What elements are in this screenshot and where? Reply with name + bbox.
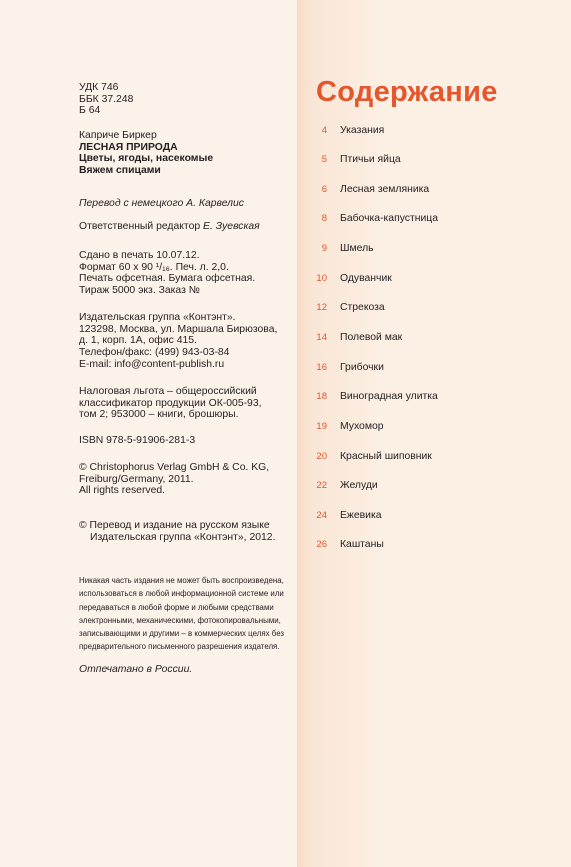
toc-entry-label: Полевой мак [340, 332, 403, 343]
printed-in-text: Отпечатано в России. [79, 664, 193, 675]
isbn [79, 435, 195, 447]
toc-entry-label: Мухомор [340, 421, 384, 432]
toc-page-number: 26 [316, 539, 327, 550]
toc-entry-label: Птичьи яйца [340, 154, 401, 165]
translator-name: А. Карвелис [186, 198, 244, 209]
classification-codes [79, 82, 294, 117]
rights-line: записывающими и другими – в коммерческих целях без [79, 629, 285, 639]
editor-prefix: Ответственный редактор [79, 221, 201, 232]
toc-page-number: 8 [321, 213, 327, 224]
publisher-line: Телефон/факс: (499) 943-03-84 [79, 347, 230, 359]
author-code: Б 64 [79, 105, 101, 117]
publisher-details [79, 312, 277, 371]
copyright-line: All rights reserved. [79, 485, 166, 497]
toc-title: Содержание [316, 76, 498, 108]
toc-page-number: 4 [321, 125, 327, 136]
tax-line: классификатор продукции ОК-005-93, [79, 397, 262, 409]
copyright-line: Freiburg/Germany, 2011. [79, 473, 194, 485]
rights-line: Никакая часть издания не может быть воспроизведена, [79, 576, 284, 585]
toc-page-number: 12 [316, 302, 327, 313]
toc-entry-label: Красный шиповник [340, 451, 432, 462]
translation-copyright-line: Издательская группа «Контэнт», 2012. [90, 531, 276, 543]
copyright-block [79, 462, 269, 497]
toc-entry-label: Лесная земляника [340, 184, 430, 195]
book-subtitle: Цветы, ягоды, насекомые [79, 153, 214, 165]
print-line: Сдано в печать 10.07.12. [79, 250, 200, 261]
print-line: Тираж 5000 экз. Заказ № [79, 285, 200, 297]
isbn-text: ISBN 978-5-91906-281-3 [79, 435, 196, 446]
toc-entry-label: Стрекоза [340, 302, 385, 313]
tax-line: том 2; 953000 – книги, брошюры. [79, 409, 239, 421]
toc-page-number: 5 [321, 154, 327, 165]
toc-entry-label: Каштаны [340, 539, 384, 550]
publisher-line: Издательская группа «Контэнт». [79, 312, 236, 323]
rights-line: использоваться в любой информационной системе или [79, 589, 284, 599]
rights-notice [79, 574, 284, 654]
publisher-line: E-mail: info@content-publish.ru [79, 358, 225, 370]
toc-page-number: 19 [316, 421, 327, 432]
publisher-line: 123298, Москва, ул. Маршала Бирюзова, [79, 323, 278, 335]
toc-entry-label: Бабочка-капустница [340, 213, 439, 224]
print-line: Печать офсетная. Бумага офсетная. [79, 273, 256, 285]
toc-page-number: 24 [316, 510, 327, 521]
editor-name: Е. Зуевская [203, 221, 260, 232]
toc-entry-label: Шмель [340, 243, 374, 254]
translation-copyright-line: © Перевод и издание на русском языке [79, 520, 270, 531]
toc-entry-label: Указания [340, 125, 385, 136]
toc-page-number: 18 [316, 391, 327, 402]
toc-page-number: 10 [316, 273, 327, 284]
toc-page-number: 16 [316, 362, 327, 373]
bbk-code: ББК 37.248 [79, 93, 134, 105]
rights-line: электронными, механическими, фотокопировальными, [79, 615, 281, 625]
toc-entry-label: Одуванчик [340, 273, 392, 284]
copyright-line: © Christophorus Verlag GmbH & Co. KG, [79, 462, 270, 473]
toc-entry-label: Грибочки [340, 362, 384, 373]
rights-line: передаваться в любой форме и любыми средствами [79, 602, 274, 612]
translation-prefix: Перевод с немецкого [79, 198, 184, 209]
print-line: Формат 60 х 90 ¹/₁₆. Печ. л. 2,0. [79, 261, 229, 273]
toc-page-number: 9 [321, 243, 327, 254]
editor-credit [79, 221, 294, 233]
toc-entry-label: Виноградная улитка [340, 391, 438, 402]
toc-entry-label: Ежевика [340, 510, 382, 521]
tax-details [79, 386, 262, 421]
author-name: Каприче Биркер [79, 130, 157, 141]
toc-page-number: 22 [316, 480, 327, 491]
udk-code: УДК 746 [79, 82, 119, 93]
contents-page [297, 0, 571, 867]
tax-line: Налоговая льгота – общероссийский [79, 386, 257, 397]
publisher-line: д. 1, корп. 1А, офис 415. [79, 335, 197, 347]
toc-page-number: 6 [321, 184, 327, 195]
printed-in [79, 664, 192, 676]
translation-credit [79, 198, 294, 210]
rights-line: предварительного письменного разрешения издателя. [79, 642, 280, 652]
book-title-block [79, 130, 294, 176]
toc-page-number: 14 [316, 332, 327, 343]
toc-entry-label: Желуди [340, 480, 378, 491]
translation-copyright-block [79, 520, 275, 543]
series-title: ЛЕСНАЯ ПРИРОДА [79, 141, 178, 153]
book-subtitle-2: Вяжем спицами [79, 164, 161, 176]
toc-page-number: 20 [316, 451, 327, 462]
print-details [79, 250, 255, 297]
